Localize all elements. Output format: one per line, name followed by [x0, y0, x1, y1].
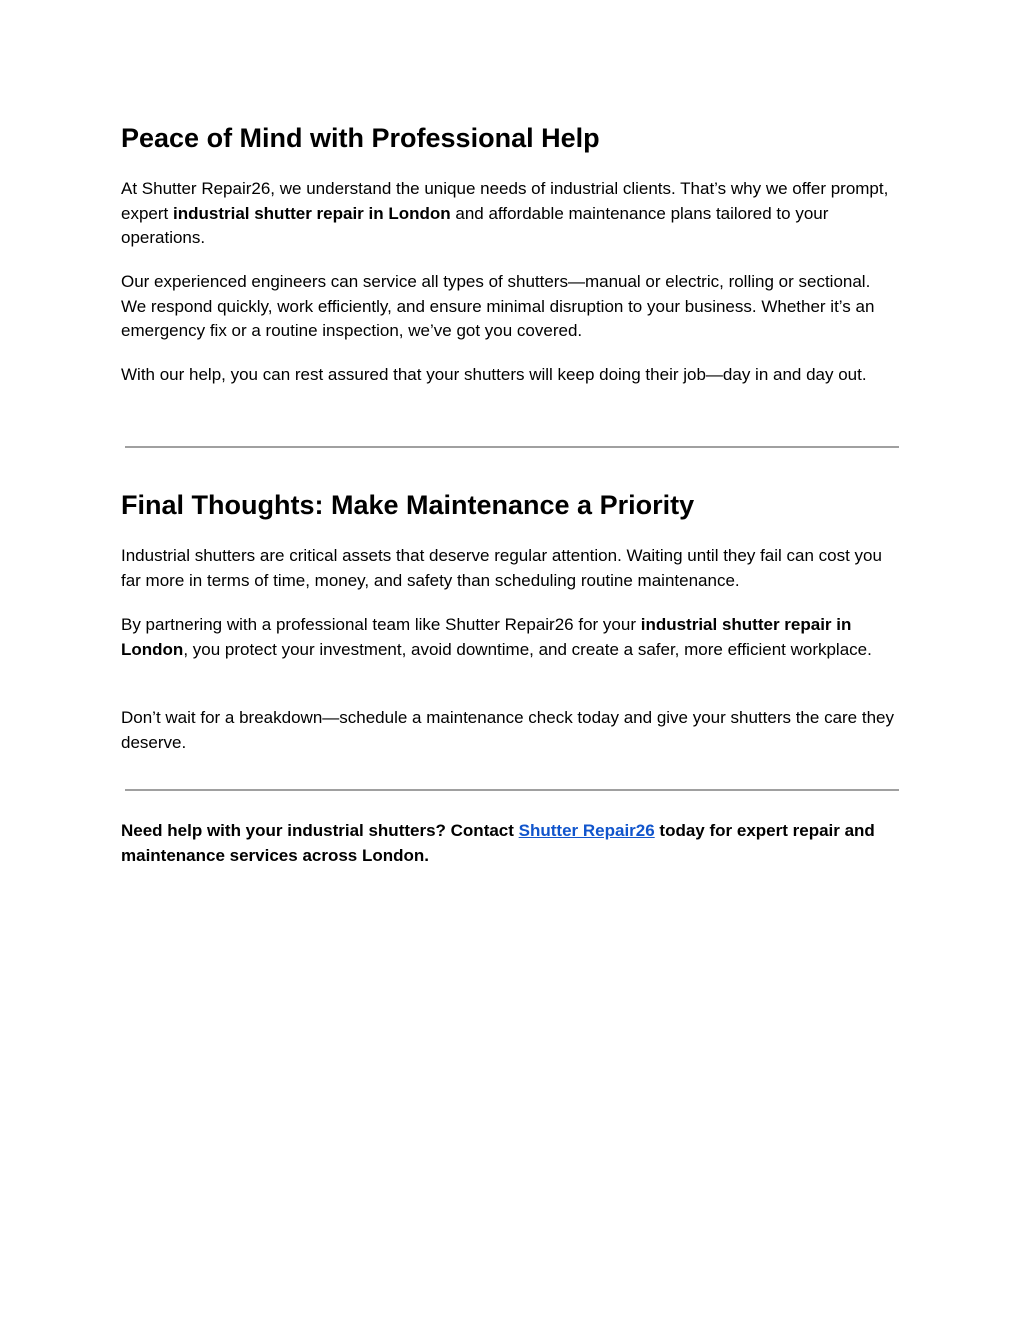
- paragraph-text: By partnering with a professional team like Shutter Repair26 for your: [121, 615, 641, 634]
- paragraph-dont-wait: Don’t wait for a breakdown—schedule a maintenance check today and give your shutters the care they deserve.: [121, 708, 894, 752]
- shutter-repair26-link[interactable]: Shutter Repair26: [518, 821, 655, 840]
- paragraph-text: , you protect your investment, avoid downtime, and create a safer, more efficient workplace.: [183, 639, 872, 659]
- cta-text: Need help with your industrial shutters? Contact: [121, 821, 519, 840]
- paragraph-rest-assured: With our help, you can rest assured that your shutters will keep doing their job—day in and day out.: [121, 365, 867, 384]
- paragraph-text: At Shutter Repair26, we understand the unique needs of industrial clients. That’s why we offer prompt, expert: [121, 179, 889, 223]
- paragraph-critical-assets: Industrial shutters are critical assets that deserve regular attention. Waiting until they fail can cost you far more in terms of time, money, and safety than scheduling routine maintenance.: [121, 546, 882, 590]
- bold-keyword: industrial shutter repair in London: [121, 615, 852, 659]
- call-to-action: [121, 819, 899, 868]
- paragraph-partnering: [121, 613, 899, 662]
- section-heading-final-thoughts: Final Thoughts: Make Maintenance a Priority: [121, 490, 695, 520]
- section-heading-peace-of-mind: Peace of Mind with Professional Help: [121, 123, 600, 153]
- paragraph-engineers: Our experienced engineers can service all types of shutters—manual or electric, rolling or sectional. We respond quickly, work efficiently, and ensure minimal disruption to your business. Whether it’s an emergency fix or a routine inspection, we’ve got you covered.: [121, 272, 875, 340]
- horizontal-divider: [125, 446, 899, 448]
- paragraph-text: and affordable maintenance plans tailored to your operations.: [121, 203, 829, 247]
- paragraph-intro: [121, 177, 899, 251]
- cta-text: today for expert repair and maintenance services across London.: [121, 821, 875, 865]
- horizontal-divider: [125, 789, 899, 791]
- bold-keyword: industrial shutter repair in London: [172, 203, 451, 223]
